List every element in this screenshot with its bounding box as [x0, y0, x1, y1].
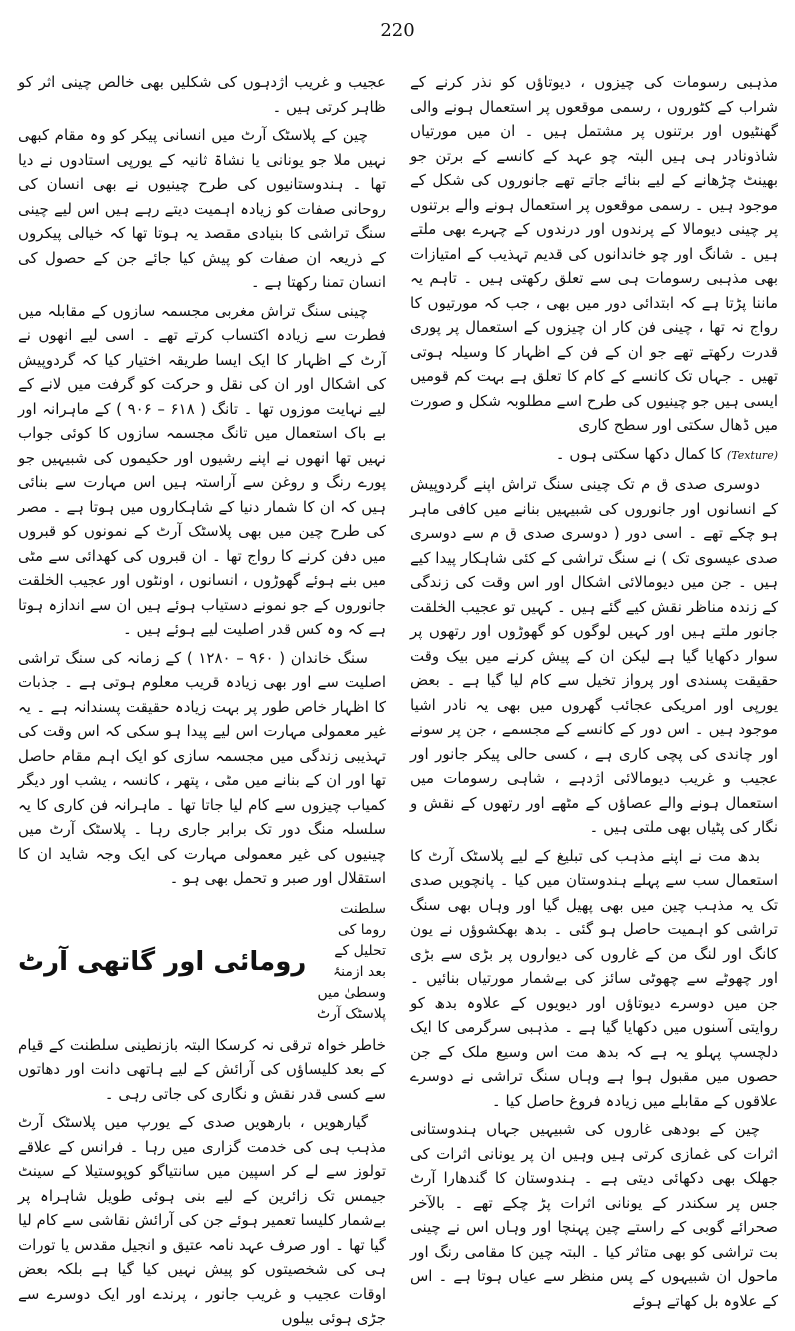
section-heading: رومائی اور گاتھی آرٹ	[18, 946, 307, 977]
page-number: 220	[380, 20, 415, 41]
paragraph	[410, 442, 778, 469]
section-heading-block	[18, 899, 386, 1025]
paragraph: چین کے بودھی غاروں کی شبیہیں جہاں ہندوستانی اثرات کی غمازی کرتی ہیں وہیں ان پر یونانی اثرات کی جھلک بھی دکھائی دیتی ہے ۔ ہندوستان کا گندھارا آرٹ جس پر سکندر کے یونانی اثرات پڑ چکے تھے ۔ بالآخر صحرائے گوبی کے راستے چین پہنچا اور وہاں اس نے چینی بت تراشی کو بھی متاثر کیا ۔ البتہ چین کا مقامی رنگ اور ماحول ان شبیہوں کے پس منظر سے عیاں ہوتا ہے ۔ اس کے علاوہ بل کھاتے ہوئے	[410, 1120, 778, 1310]
paragraph: عجیب و غریب اژدہوں کی شکلیں بھی خالص چینی اثر کو ظاہر کرتی ہیں ۔	[18, 73, 386, 116]
paragraph: گیارھویں ، بارھویں صدی کے یورپ میں پلاسٹک آرٹ مذہب ہی کی خدمت گزاری میں رہا ۔ فرانس کے علاقے تولوز سے لے کر اسپین میں سانتیاگو کوپوستیلا کے سینٹ جیمس تک زائرین کے لیے بنی ہوئی طویل شاہراہ پر بےشمار کلیسا تعمیر ہوئے جن کی آرائش نقاشی سے کام لیا گیا تھا ۔ اور صرف عہد نامہ عتیق و انجیل مقدس یا تورات ہی کی شخصیتوں کو پیش نہیں کیا گیا ہے بلکہ بعض اوقات عجیب و غریب جانور ، پرندے اور ایک دوسرے سے جڑی ہوئی بیلوں	[18, 1113, 386, 1327]
paragraph: چینی سنگ تراش مغربی مجسمہ سازوں کے مقابلہ میں فطرت سے زیادہ اکتساب کرتے تھے ۔ اسی لیے انھوں نے آرٹ کے اظہار کا ایک ایسا طریقہ اختیار کیا کہ گردوپیش کی اشکال اور ان کی نقل و حرکت کو گرفت میں لانے کے لیے نہایت موزوں تھا ۔ تانگ ( ۶۱۸ – ۹۰۶ ) کے ماہرانہ اور بے باک استعمال میں تانگ مجسمہ سازوں کا کوئی جواب نہیں تھا انھوں نے اپنے رشیوں اور حکیموں کی شبیہیں جو پورے رنگ و روغن سے آراستہ ہیں اس مہارت سے بنائی ہیں کہ ان کا شمار دنیا کے شاہکاروں میں ہوتا ہے ۔ مصر کی طرح چین میں بھی پلاسٹک آرٹ کے نمونوں کو قبروں میں دفن کرنے کا رواج تھا ۔ ان قبروں کی کھدائی سے مٹی میں بنے ہوئے گھوڑوں ، انسانوں ، اونٹوں اور عجیب الخلقت جانوروں کے جو نمونے دستیاب ہوئے ہیں ان سے اندازہ ہوتا ہے کہ وہ کس قدر اصلیت لیے ہوئے ہیں ۔	[18, 301, 386, 638]
paragraph: چین کے پلاسٹک آرٹ میں انسانی پیکر کو وہ مقام کبھی نہیں ملا جو یونانی یا نشاۃ ثانیہ کے یورپی استادوں نے دیا تھا ۔ ہندوستانیوں کی طرح چینیوں نے بھی انسان کی روحانی صفات کو زیادہ اہمیت دیتے رہے ہیں اس لیے چینی سنگ تراشی کا بنیادی مقصد یہ ہوتا تھا کہ خیالی پیکروں کے ذریعہ ان صفات کو پیش کیا جائے جن کے حصول کی انسان تمنا رکھتا ہے ۔	[18, 126, 386, 291]
right-column	[410, 70, 778, 1310]
paragraph: بدھ مت نے اپنے مذہب کی تبلیغ کے لیے پلاسٹک آرٹ کا استعمال سب سے پہلے ہندوستان میں کیا ۔ پانچویں صدی تک یہ مذہب چین میں بھی پھیل گیا اور وہاں بھی سنگ تراشی کو اہمیت حاصل ہو گئی ۔ بدھ بھکشوؤں نے یون کانگ اور لنگ من کے غاروں کی دیواروں پر بڑی سے بڑی اور چھوٹے سے چھوٹی سائز کی بےشمار مورتیاں بنائیں ۔ جن میں دوسرے دیوتاؤں اور دیویوں کے علاوہ بدھ کو روایتی آسنوں میں دکھایا گیا ہے ۔ مذہبی سرگرمی کا ایک دلچسپ پہلو یہ ہے کہ بدھ مت اس وسیع ملک کے جن حصوں میں مقبول ہوا ہے وہاں سنگ تراشی نے دوسرے علاقوں کے مقابلے میں زیادہ فروغ حاصل کیا ۔	[410, 846, 778, 1110]
paragraph: سنگ خاندان ( ۹۶۰ – ۱۲۸۰ ) کے زمانہ کی سنگ تراشی اصلیت سے اور بھی زیادہ قریب معلوم ہوتی ہے ۔ جذبات کا اظہار خاص طور پر بہت زیادہ حقیقت پسندانہ ہے ۔ یہ غیر معمولی مہارت اس لیے پیدا ہو سکی کہ اس وقت کی تہذیبی زندگی میں مجسمہ سازی کو ایک اہم مقام حاصل تھا اور ان کے بنانے میں مٹی ، پتھر ، کانسہ ، یشب اور دیگر کمیاب چیزوں سے کام لیا جاتا تھا ۔ ماہرانہ فن کاری کا یہ سلسلہ منگ دور تک برابر جاری رہا ۔ پلاسٹک آرٹ میں چینیوں کی غیر معمولی مہارت کی ایک وجہ شاید ان کا استقلال اور صبر و تحمل بھی ہو ۔	[18, 648, 386, 887]
paragraph: مذہبی رسومات کی چیزوں ، دیوتاؤں کو نذر کرنے کے شراب کے کٹوروں ، رسمی موقعوں پر استعمال ہونے والی گھنٹیوں اور برتنوں پر مشتمل ہیں ۔ ان میں مورتیاں شاذونادر ہی ہیں البتہ چو عہد کے کانسے کے برتن جو بھینٹ چڑھانے کے لیے بنائے جاتے تھے جانوروں کی شکل کے موجود ہیں ۔ رسمی موقعوں پر استعمال ہونے والے برتنوں پر چینی دیومالا کے پرندوں اور درندوں کے چہرے بھی ملتے ہیں ۔ شانگ اور چو خاندانوں کی قدیم تہذیب کے امتیازات بھی مذہبی رسومات ہی سے تعلق رکھتی ہیں ۔ تاہم یہ ماننا پڑتا ہے کہ ابتدائی دور میں بھی ، جب کہ مورتیوں کا رواج نہ تھا ، چینی فن کار ان چیزوں کے استعمال پر پوری قدرت رکھتے تھے جو ان کے فن کے اظہار کا وسیلہ ہوتی تھیں ۔ جہاں تک کانسے کے کام کا تعلق ہے بہت کم قومیں ایسی ہیں جو چینیوں کی طرح اسے مطلوبہ شکل و صورت میں ڈھال سکتی اور سطح کاری	[410, 73, 778, 434]
paragraph: خاطر خواہ ترقی نہ کرسکا البتہ بازنطینی سلطنت کے قیام کے بعد کلیساؤں کی آرائش کے لیے ہاتھی دانت اور دھاتوں سے کسی قدر نقش و نگاری کی جاتی رہی ۔	[18, 1035, 386, 1103]
left-column	[18, 70, 386, 1327]
paragraph: دوسری صدی ق م تک چینی سنگ تراش اپنے گردوپیش کے انسانوں اور جانوروں کی شبیہیں بنانے میں کافی ماہر ہو چکے تھے ۔ اسی دور ( دوسری صدی ق م سے دوسری صدی عیسوی تک ) نے سنگ تراشی کے کئی شاہکار پیدا کیے ہیں ۔ جن میں دیومالائی اشکال اور اس وقت کی زندگی کے زندہ مناظر نقش کیے گئے ہیں ۔ کہیں تو عجیب الخلقت جانور ملتے ہیں اور کہیں لوگوں کو گھوڑوں اور رتھوں پر سوار دکھایا گیا ہے لیکن ان کے پیش کرنے میں بیک وقت حقیقت پسندی اور پرواز تخیل سے کام لیا گیا ہے ۔ بعض یورپی اور امریکی عجائب گھروں میں بھی یہ نادر اشیا موجود ہیں ۔ اس دور کے کانسے کے مجسمے ، جن پر سونے اور چاندی کی پچی کاری ہے ، کسی حالی پیکر جانور اور عجیب و غریب دیومالائی اژدہے ، شاہی رسومات میں استعمال ہونے والے عصاؤں کے مٹھے اور رتھوں کے نقش و نگار کی پٹیاں بھی ملتی ہیں ۔	[410, 475, 778, 836]
heading-aside-text: سلطنت روما کی تحلیل کے بعد ازمنۂ وسطیٰ میں پلاسٹک آرٹ	[316, 900, 386, 1022]
texture-note: (Texture)	[726, 448, 778, 462]
paragraph-tail: کا کمال دکھا سکتی ہوں ۔	[555, 444, 723, 463]
